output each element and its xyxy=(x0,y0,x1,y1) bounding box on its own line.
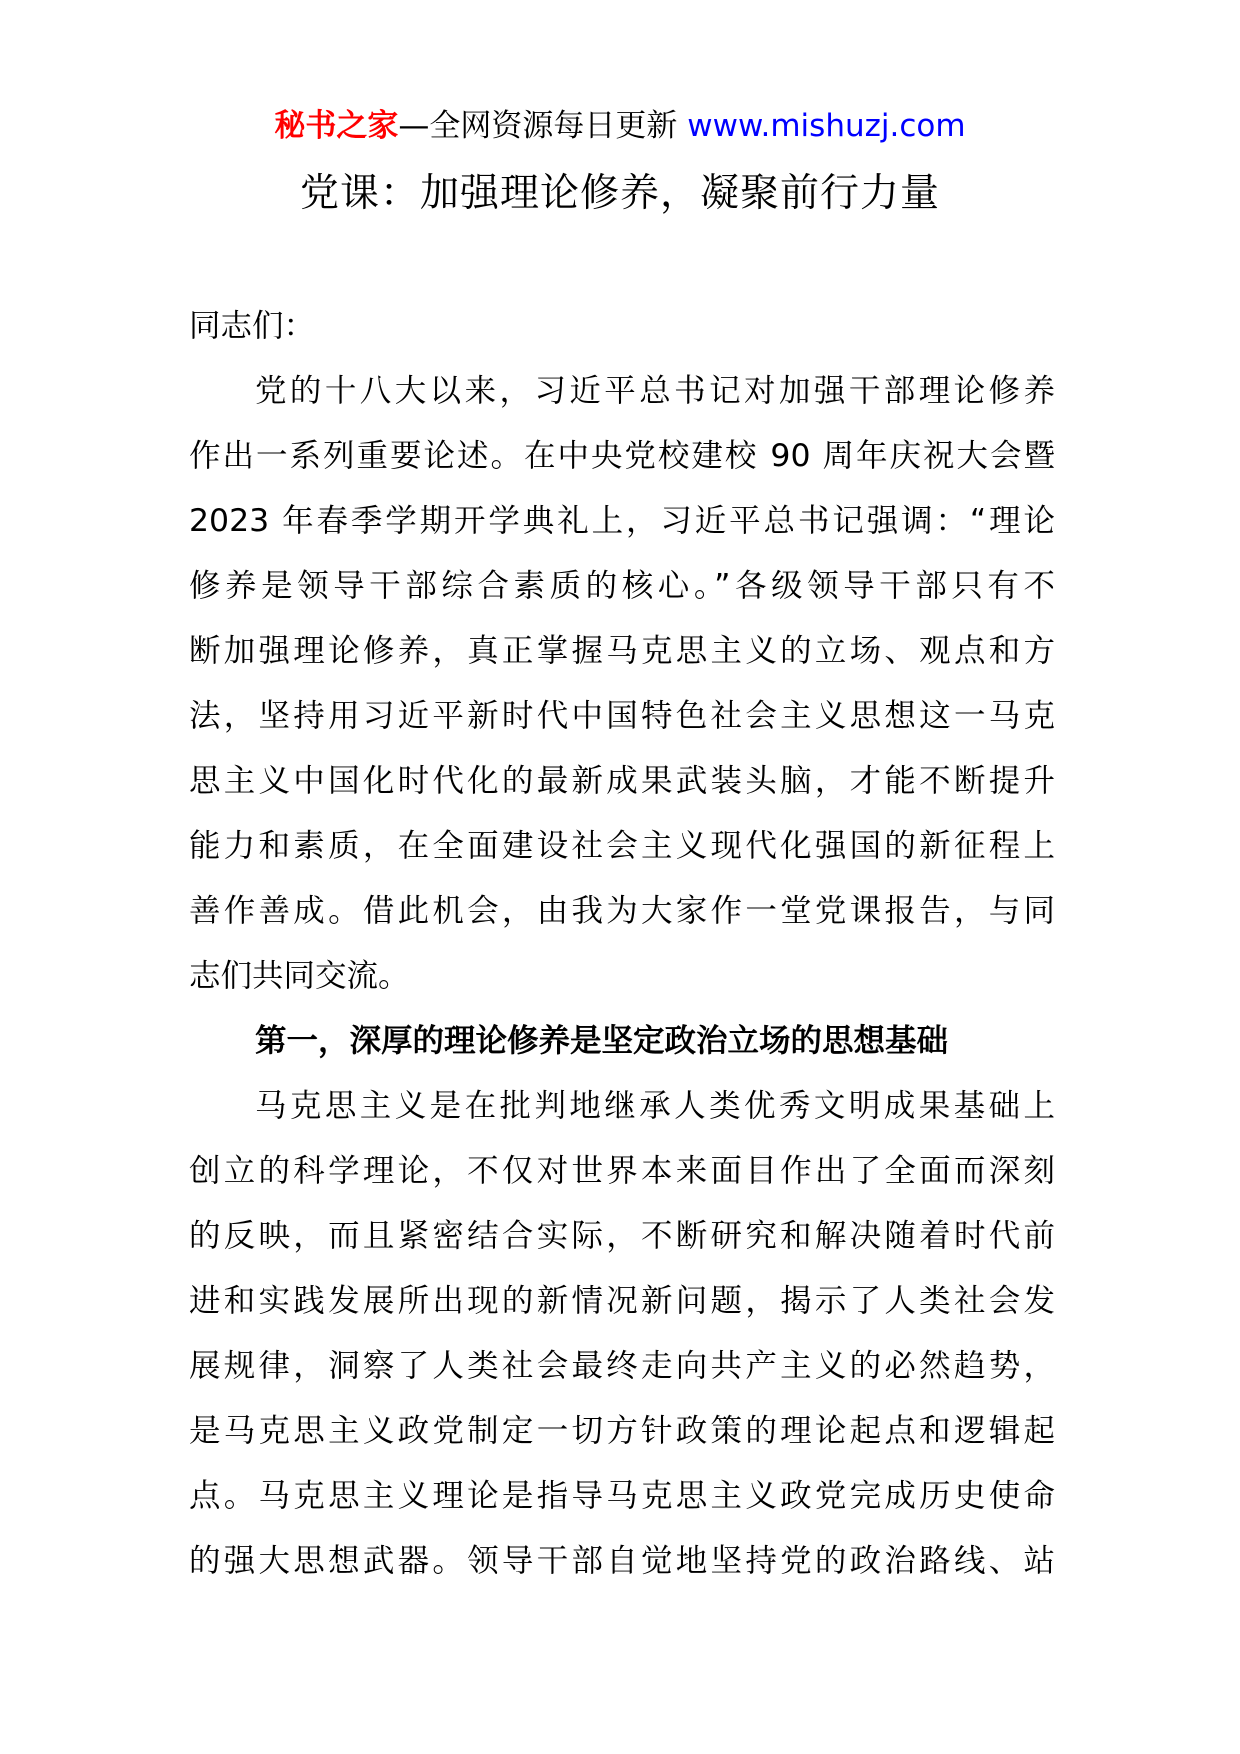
body-line: 党的十八大以来，习近平总书记对加强干部理论修养 xyxy=(255,373,1055,409)
body-line: 能力和素质，在全面建设社会主义现代化强国的新征程上 xyxy=(189,828,1055,864)
body-line: 点。马克思主义理论是指导马克思主义政党完成历史使命 xyxy=(189,1478,1055,1514)
body-line: 断加强理论修养，真正掌握马克思主义的立场、观点和方 xyxy=(189,633,1055,669)
body-line: 思主义中国化时代化的最新成果武装头脑，才能不断提升 xyxy=(189,763,1055,799)
body-line: 展规律，洞察了人类社会最终走向共产主义的必然趋势， xyxy=(189,1348,1055,1384)
body-line: 2023 年春季学期开学典礼上，习近平总书记强调：“理论 xyxy=(189,503,1055,539)
body-line: 修养是领导干部综合素质的核心。”各级领导干部只有不 xyxy=(189,568,1055,604)
salutation-line: 同志们： xyxy=(189,308,316,344)
body-line: 法，坚持用习近平新时代中国特色社会主义思想这一马克 xyxy=(189,698,1055,734)
body-line: 作出一系列重要论述。在中央党校建校 90 周年庆祝大会暨 xyxy=(189,438,1055,474)
body-line: 是马克思主义政党制定一切方针政策的理论起点和逻辑起 xyxy=(189,1413,1055,1449)
body-line: 进和实践发展所出现的新情况新问题，揭示了人类社会发 xyxy=(189,1283,1055,1319)
document-title: 党课：加强理论修养，凝聚前行力量 xyxy=(299,171,940,216)
watermark-brand: 秘书之家 xyxy=(274,108,399,144)
section-heading: 第一，深厚的理论修养是坚定政治立场的思想基础 xyxy=(255,1023,949,1059)
body-line: 创立的科学理论，不仅对世界本来面目作出了全面而深刻 xyxy=(189,1153,1055,1189)
watermark-tagline: —全网资源每日更新 xyxy=(398,108,688,144)
body-line: 的强大思想武器。领导干部自觉地坚持党的政治路线、站 xyxy=(189,1543,1055,1579)
body-line: 马克思主义是在批判地继承人类优秀文明成果基础上 xyxy=(255,1088,1055,1124)
body-line: 善作善成。借此机会，由我为大家作一堂党课报告，与同 xyxy=(189,893,1055,929)
watermark-url[interactable]: www.mishuzj.com xyxy=(687,108,966,144)
document-body xyxy=(189,294,1055,1594)
body-line: 的反映，而且紧密结合实际，不断研究和解决随着时代前 xyxy=(189,1218,1055,1254)
site-watermark xyxy=(0,104,1240,148)
body-line: 志们共同交流。 xyxy=(189,958,410,994)
